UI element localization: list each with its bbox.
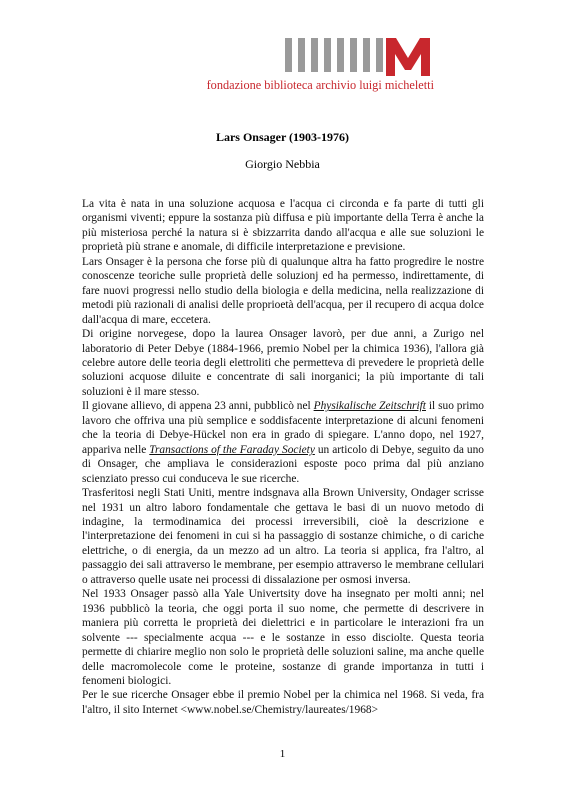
logo-bar	[363, 38, 370, 72]
paragraph: La vita è nata in una soluzione acquosa e l'acqua ci circonda e fa parte di tutti gli organismi viventi; eppure la sostanza più diffusa e più importante della Terra è anche la più misteriosa perché la natura si è sbizzarrita dando all'acqua e alle sue soluzioni le proprietà più strane e anomale, di difficile interpretazione e previsione.	[82, 198, 484, 254]
article-body	[82, 197, 484, 717]
page-number: 1	[279, 748, 286, 760]
paragraph-text: il suo primo lavoro che offriva una più semplice e soddisfacente interpretazione di alcuni fenomeni che la teoria di Debye-Hückel non era in grado di spiegare. L'anno dopo, nel 1927, apparivа nelle	[82, 400, 484, 456]
logo-bar	[298, 38, 305, 72]
logo-bar	[350, 38, 357, 72]
organization-name: fondazione biblioteca archivio luigi micheletti	[206, 78, 434, 92]
paragraph	[82, 399, 484, 486]
logo-bar	[337, 38, 344, 72]
logo-bar	[324, 38, 331, 72]
paragraph-text: Il giovane allievo, di appena 23 anni, pubblicò nel	[82, 400, 314, 413]
paragraph-text: un articolo di Debye, seguito da uno di Onsager, che ampliava le considerazioni esposte poco prima dal più anziano scienziato presso cui conduceva le sue ricerche.	[82, 443, 484, 485]
paragraph: Nel 1933 Onsager passò alla Yale Univertsity dove ha insegnato per molti anni; nel 1936 pubblicò la teoria, che oggi porta il suo nome, che permette di descrivere in maniera più corretta le proprietà dei dielettrici e in particolare le interazioni fra un solvente --- specialmente acqua --- e le sostanze in esso disciolte. Questa teoria permette di chiarire meglio non solo le proprietà delle soluzioni saline, ma anche quelle delle macromolecole come le proteine, sostanze di grande importanza in tutti i fenomeni biologici.	[82, 588, 484, 687]
journal-title: Physikalische Zeitschrift	[313, 400, 426, 413]
logo-bar	[311, 38, 318, 72]
article-author: Giorgio Nebbia	[245, 157, 320, 171]
paragraph: Trasferitosi negli Stati Uniti, mentre indsgnava alla Brown University, Ondager scrisse nel 1931 un altro laboro fondamentale che gettava le basi di un nuovo metodo di indagine, la termodinamica dei processi irreversibili, cioè la descrizione e l'interpretazione dei fenomeni in cui si ha passaggio di sostanze chimiche, o di cariche elettriche, o di energia, da un mezzo ad un altro. La teoria si applica, fra l'altro, al passaggio dei sali attraverso le membrane, per esempio attraverso le membrane cellulari o attraverso quelle usate nei processi di dissalazione per osmosi inversa.	[82, 487, 484, 586]
logo-m-mark	[384, 34, 432, 78]
article-title: Lars Onsager (1903-1976)	[215, 130, 350, 144]
journal-title: Transactions of the Faraday Society	[149, 443, 315, 456]
paragraph: Lars Onsager è la persona che forse più di qualunque altra ha fatto progredire le nostre conoscenze teoriche sulle proprietà delle soluzionj ed ha permesso, indirettamente, di fare nuovi progressi nello studio della biologia e della medicina, nella realizzazione di metodi più razionali di analisi delle proprioetà dell'acqua, per il recupero di acqua dolce dall'acqua di mare, eccetera.	[82, 255, 484, 326]
foundation-logo	[194, 34, 434, 90]
paragraph: Per le sue ricerche Onsager ebbe il premio Nobel per la chimica nel 1968. Si veda, fra l'altro, il sito Internet <www.nobel.se/Chemistry/laureates/1968>	[82, 689, 484, 716]
logo-bar	[285, 38, 292, 72]
paragraph: Di origine norvegese, dopo la laurea Onsager lavorò, per due anni, a Zurigo nel laboratorio di Peter Debye (1884-1966, premio Nobel per la chimica 1936), l'allora già celebre autore delle teoria degli elettroliti che permetteva di prevedere le proprietà delle soluzioni acquose diluite e concentrate di sali inorganici; la più importante di tali soluzioni è il mare stesso.	[82, 328, 484, 398]
logo-bar	[376, 38, 383, 72]
logo-bars	[285, 34, 385, 76]
